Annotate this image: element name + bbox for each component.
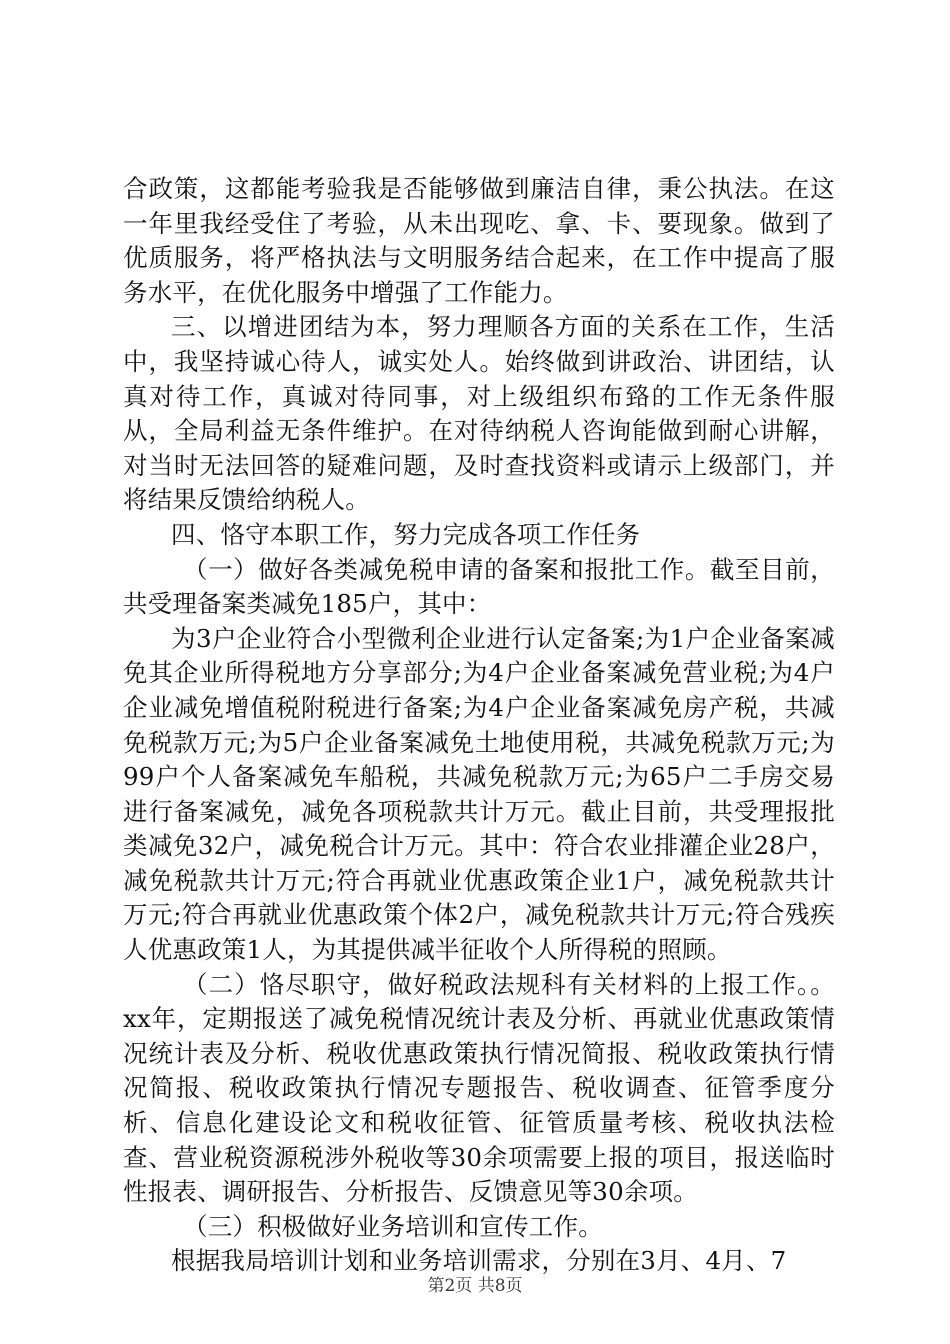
paragraph-continuation: 合政策，这都能考验我是否能够做到廉洁自律，秉公执法。在这一年里我经受住了考验，从未出现吃、拿、卡、要现象。做到了优质服务，将严格执法与文明服务结合起来，在工作中提高了服务水平，在优化服务中增强了工作能力。 [123,174,835,307]
paragraph-subsection-three: （三）积极做好业务培训和宣传工作。 [183,1211,603,1241]
paragraph-filing-details: 为3户企业符合小型微利企业进行认定备案;为1户企业备案减免其企业所得税地方分享部分;为4户企业备案减免营业税;为4户企业减免增值税附税进行备案;为4户企业备案减免房产税，共减免税款万元;为5户企业备案减免土地使用税，共减免税款万元;为99户个人备案减免车船税，共减免税款万元;为65户二手房交易进行备案减免，减免各项税款共计万元。截止目前，共受理报批类减免32户，减免税合计万元。其中：符合农业排灌企业28户，减免税款共计万元;符合再就业优惠政策企业1户，减免税款共计万元;符合再就业优惠政策个体2户，减免税款共计万元;符合残疾人优惠政策1人，为其提供减半征收个人所得税的照顾。 [123,623,835,965]
paragraph-subsection-two: （二）恪尽职守，做好税政法规科有关材料的上报工作。。xx年，定期报送了减免税情况统计表及分析、再就业优惠政策情况统计表及分析、税收优惠政策执行情况简报、税收政策执行情况简报、税收政策执行情况专题报告、税收调查、征管季度分析、信息化建设论文和税收征管、征管质量考核、税收执法检查、营业税资源税涉外税收等30余项需要上报的项目，报送临时性报表、调研报告、分析报告、反馈意见等30余项。 [123,969,835,1207]
paragraph-training: 根据我局培训计划和业务培训需求，分别在3月、4月、7 [171,1246,787,1276]
paragraph-section-four-heading: 四、恪守本职工作，努力完成各项工作任务 [171,519,641,549]
paragraph-subsection-one: （一）做好各类减免税申请的备案和报批工作。截至目前，共受理备案类减免185户，其中： [123,554,835,619]
document-body [123,172,835,1279]
paragraph-section-three: 三、以增进团结为本，努力理顺各方面的关系在工作，生活中，我坚持诚心待人，诚实处人。始终做到讲政治、讲团结，认真对待工作，真诚对待同事，对上级组织布臵的工作无条件服从，全局利益无条件维护。在对待纳税人咨询能做到耐心讲解，对当时无法回答的疑难问题，及时查找资料或请示上级部门，并将结果反馈给纳税人。 [123,312,835,515]
page-number-footer: 第2页 共8页 [427,1276,523,1296]
